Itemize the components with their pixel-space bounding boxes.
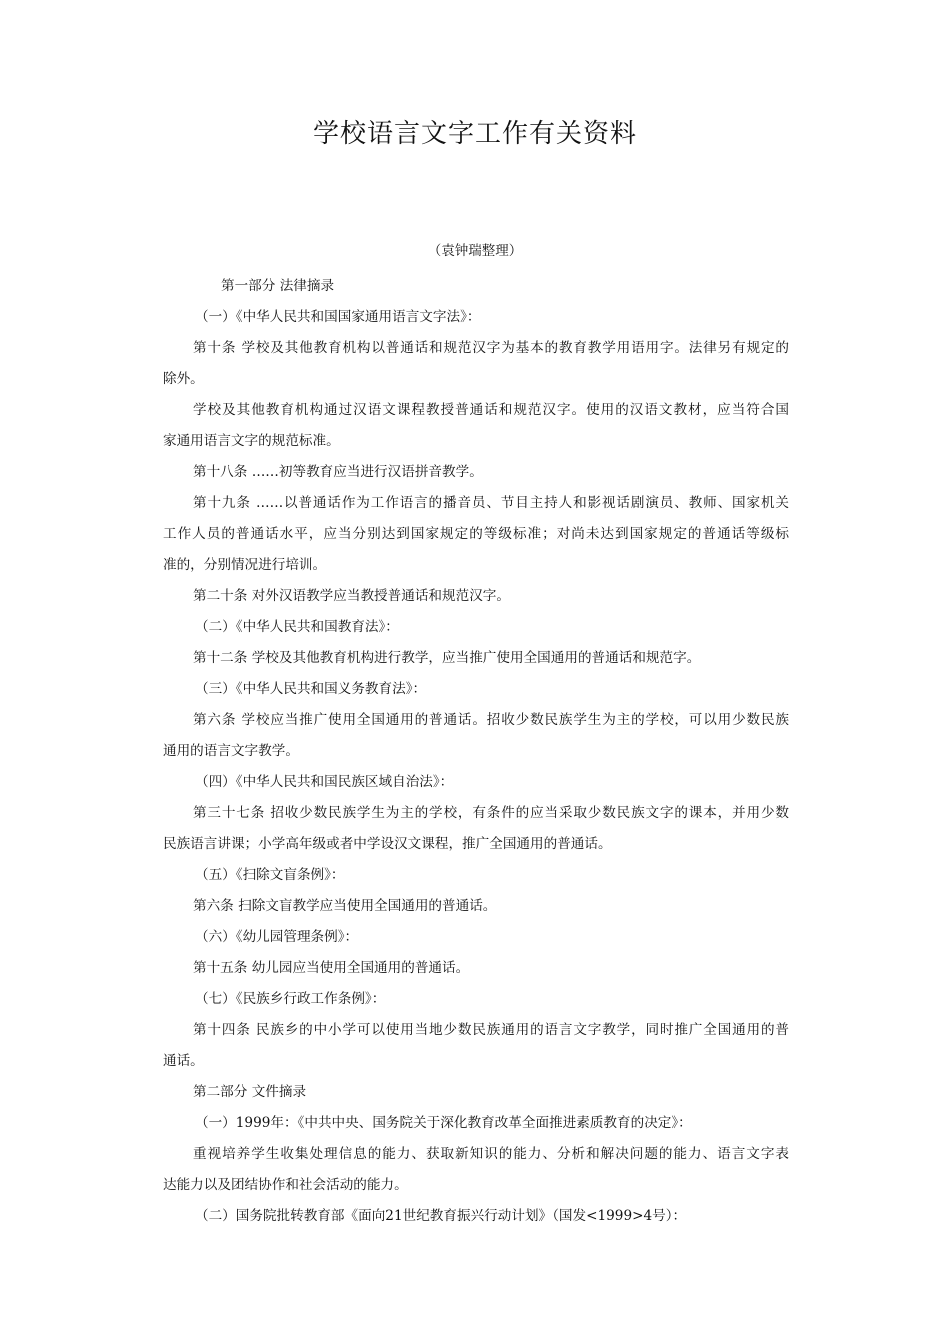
continuation-line: 民族语言讲课；小学高年级或者中学设汉文课程，推广全国通用的普通话。 [163,836,612,852]
article-line: 第六条 学校应当推广使用全国通用的普通话。招收少数民族学生为主的学校，可以用少数民族 [193,712,789,728]
article-line: 第二十条 对外汉语教学应当教授普通话和规范汉字。 [193,588,510,604]
source-heading: （一）《中华人民共和国国家通用语言文字法》： [195,309,481,325]
continuation-line: 除外。 [163,371,204,387]
continuation-line: 准的，分别情况进行培训。 [163,557,327,573]
article-line: 第十五条 幼儿园应当使用全国通用的普通话。 [193,960,470,976]
article-line: 重视培养学生收集处理信息的能力、获取新知识的能力、分析和解决问题的能力、语言文字表 [193,1146,789,1162]
article-line: 第二部分 文件摘录 [193,1084,307,1100]
continuation-line: 达能力以及团结协作和社会活动的能力。 [163,1177,408,1193]
article-line: 第六条 扫除文盲教学应当使用全国通用的普通话。 [193,898,497,914]
article-line: 学校及其他教育机构通过汉语文课程教授普通话和规范汉字。使用的汉语文教材，应当符合国 [193,402,789,418]
continuation-line: 通话。 [163,1053,204,1069]
article-line: 第十四条 民族乡的中小学可以使用当地少数民族通用的语言文字教学，同时推广全国通用的普 [193,1022,789,1038]
source-heading: （一）1999年：《中共中央、国务院关于深化教育改革全面推进素质教育的决定》： [195,1115,692,1131]
source-heading: （六）《幼儿园管理条例》： [195,929,359,945]
source-heading: （三）《中华人民共和国义务教育法》： [195,681,427,697]
article-line: 第十八条 ……初等教育应当进行汉语拼音教学。 [193,464,483,480]
continuation-line: 工作人员的普通话水平，应当分别达到国家规定的等级标准；对尚未达到国家规定的普通话等级标 [163,526,789,542]
article-line: 第十二条 学校及其他教育机构进行教学，应当推广使用全国通用的普通话和规范字。 [193,650,701,666]
article-line: 第三十七条 招收少数民族学生为主的学校，有条件的应当采取少数民族文字的课本，并用少数 [193,805,789,821]
document-title: 学校语言文字工作有关资料 [312,119,637,149]
continuation-line: 家通用语言文字的规范标准。 [163,433,340,449]
section-heading: 第一部分 法律摘录 [221,278,335,294]
source-heading: （四）《中华人民共和国民族区域自治法》： [195,774,454,790]
compiler-credit: （袁钟瑞整理） [427,243,523,259]
source-heading: （二）《中华人民共和国教育法》： [195,619,399,635]
source-heading: （五）《扫除文盲条例》： [195,867,345,883]
article-line: 第十条 学校及其他教育机构以普通话和规范汉字为基本的教育教学用语用字。法律另有规定的 [193,340,789,356]
source-heading: （二）国务院批转教育部《面向21世纪教育振兴行动计划》（国发<1999>4号）： [195,1208,687,1224]
source-heading: （七）《民族乡行政工作条例》： [195,991,386,1007]
article-line: 第十九条 ……以普通话作为工作语言的播音员、节目主持人和影视话剧演员、教师、国家机关 [193,495,789,511]
document-body [163,271,789,1232]
continuation-line: 通用的语言文字教学。 [163,743,299,759]
